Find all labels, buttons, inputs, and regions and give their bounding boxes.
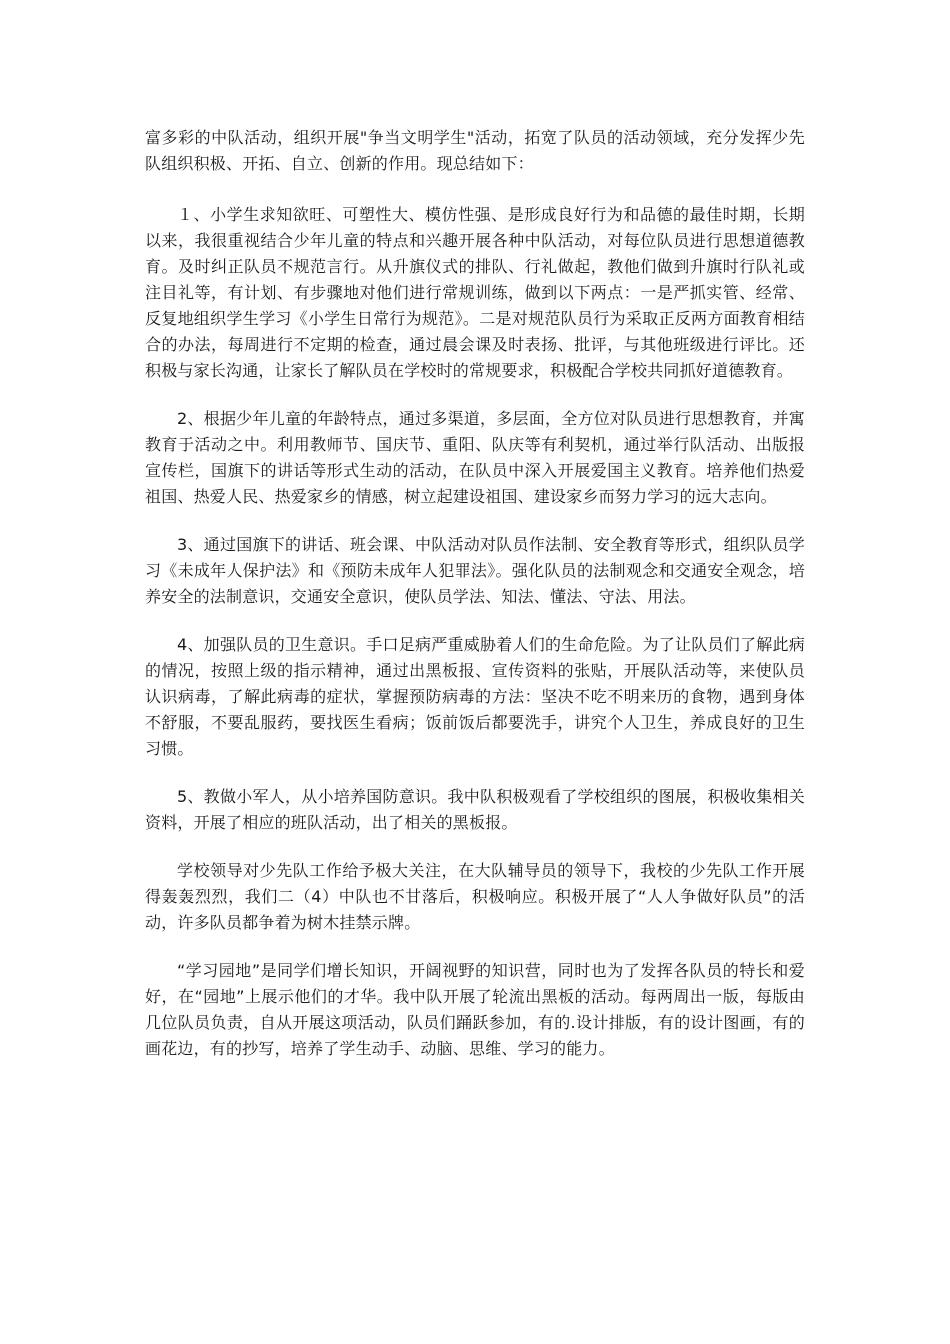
- paragraph-leadership: 学校领导对少先队工作给予极大关注，在大队辅导员的领导下，我校的少先队工作开展得轰轰烈烈，我们二（4）中队也不甘落后，积极响应。积极开展了“人人争做好队员”的活动，许多队员都争着为树木挂禁示牌。: [145, 861, 805, 932]
- paragraph-item-1: １、小学生求知欲旺、可塑性大、模仿性强、是形成良好行为和品德的最佳时期，长期以来，我很重视结合少年儿童的特点和兴趣开展各种中队活动，对每位队员进行思想道德教育。及时纠正队员不规范言行。从升旗仪式的排队、行礼做起，教他们做到升旗时行队礼或注目礼等，有计划、有步骤地对他们进行常规训练，做到以下两点：一是严抓实管、经常、反复地组织学生学习《小学生日常行为规范》。二是对规范队员行为采取正反两方面教育相结合的办法，每周进行不定期的检查，通过晨会课及时表扬、批评，与其他班级进行评比。还积极与家长沟通，让家长了解队员在学校时的常规要求，积极配合学校共同抓好道德教育。: [145, 205, 805, 380]
- paragraph-item-2: 2、根据少年儿童的年龄特点，通过多渠道，多层面，全方位对队员进行思想教育，并寓教育于活动之中。利用教师节、国庆节、重阳、队庆等有利契机，通过举行队活动、出版报宣传栏，国旗下的讲话等形式生动的活动，在队员中深入开展爱国主义教育。培养他们热爱祖国、热爱人民、热爱家乡的情感，树立起建设祖国、建设家乡而努力学习的远大志向。: [145, 409, 805, 506]
- paragraph-item-5: 5、教做小军人，从小培养国防意识。我中队积极观看了学校组织的图展，积极收集相关资料，开展了相应的班队活动，出了相关的黑板报。: [145, 787, 805, 832]
- paragraph-study-garden: “学习园地”是同学们增长知识，开阔视野的知识营，同时也为了发挥各队员的特长和爱好，在“园地”上展示他们的才华。我中队开展了轮流出黑板的活动。每两周出一版，每版由几位队员负责，自从开展这项活动，队员们踊跃参加，有的.设计排版，有的设计图画，有的画花边，有的抄写，培养了学生动手、动脑、思维、学习的能力。: [145, 961, 805, 1058]
- paragraph-item-4: 4、加强队员的卫生意识。手口足病严重威胁着人们的生命危险。为了让队员们了解此病的情况，按照上级的指示精神，通过出黑板报、宣传资料的张贴，开展队活动等，来使队员认识病毒，了解此病毒的症状，掌握预防病毒的方法：坚决不吃不明来历的食物，遇到身体不舒服，不要乱服药，要找医生看病；饭前饭后都要洗手，讲究个人卫生，养成良好的卫生习惯。: [145, 635, 805, 758]
- document-body: [145, 125, 805, 1084]
- paragraph-intro: 富多彩的中队活动，组织开展"争当文明学生"活动，拓宽了队员的活动领域，充分发挥少先队组织积极、开拓、自立、创新的作用。现总结如下：: [145, 128, 805, 173]
- paragraph-item-3: 3、通过国旗下的讲话、班会课、中队活动对队员作法制、安全教育等形式，组织队员学习《未成年人保护法》和《预防未成年人犯罪法》。强化队员的法制观念和交通安全观念，培养安全的法制意识，交通安全意识，使队员学法、知法、懂法、守法、用法。: [145, 535, 805, 606]
